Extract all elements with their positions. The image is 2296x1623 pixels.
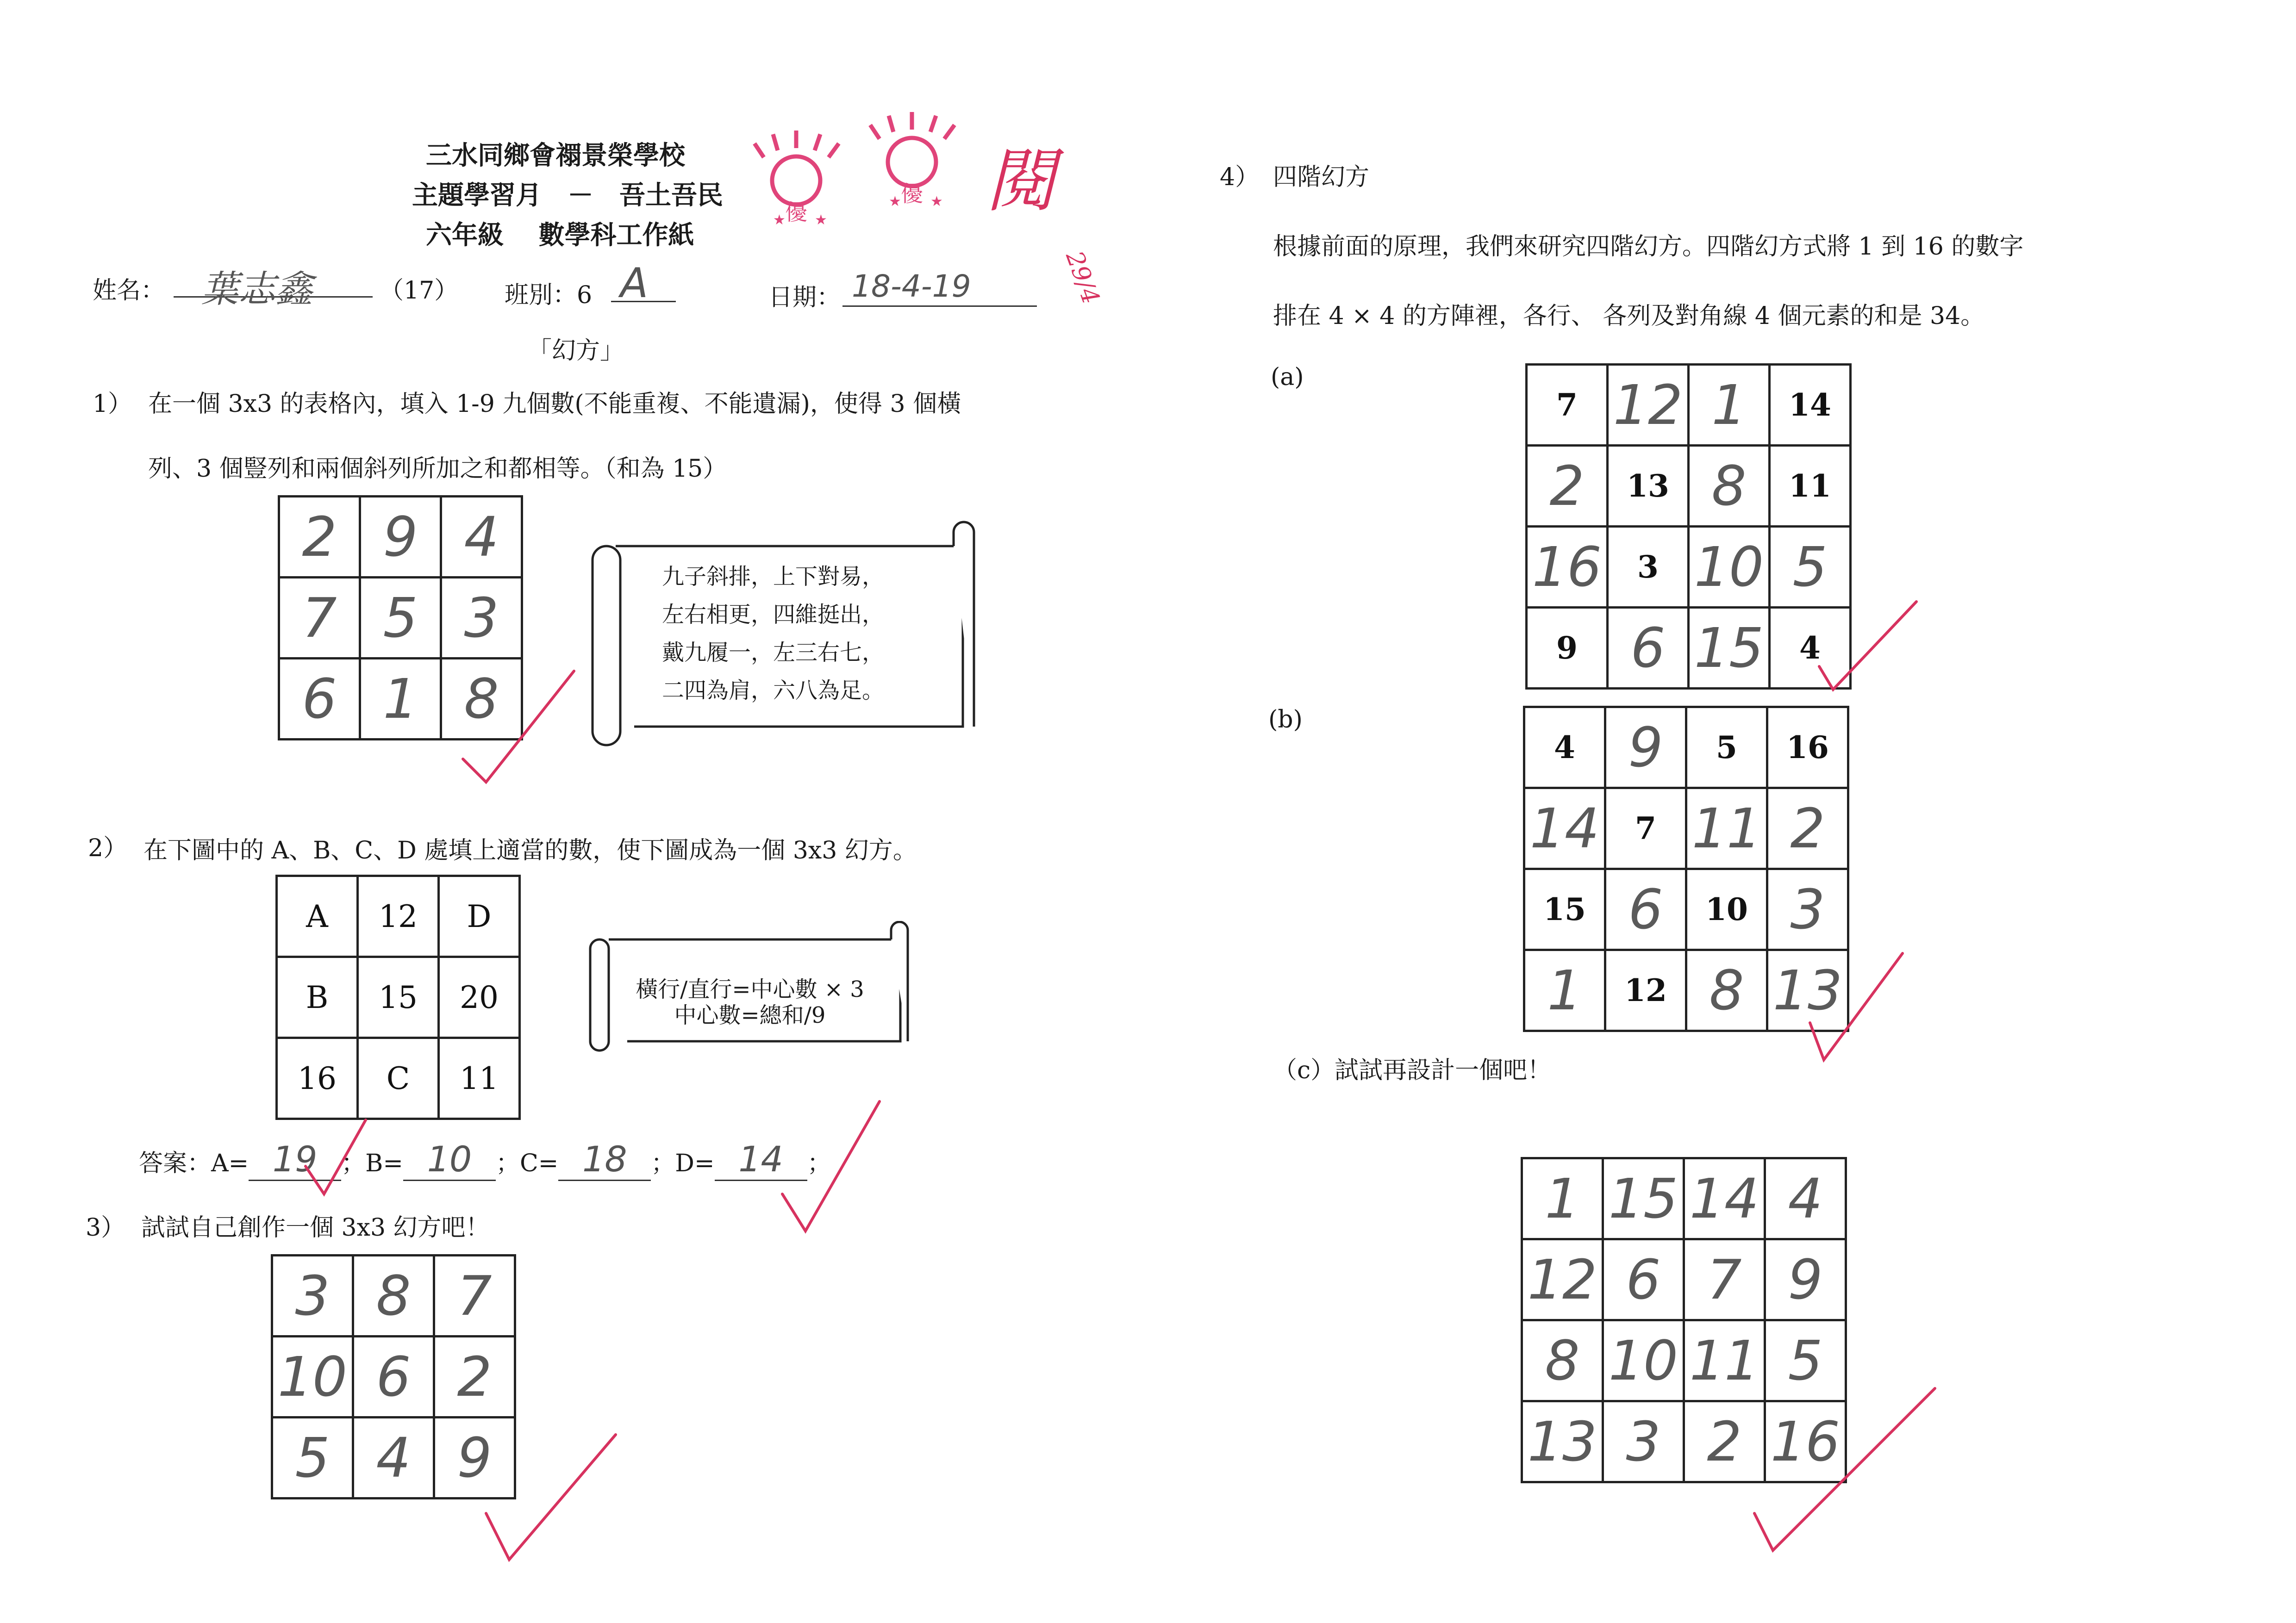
handwritten-cell: 3 [1603, 1401, 1684, 1482]
handwritten-cell: 15 [1603, 1158, 1684, 1239]
svg-text:★: ★ [889, 193, 901, 210]
name-label: 姓名： [93, 277, 165, 305]
answer-end: ； [807, 1150, 831, 1177]
printed-cell: D [439, 876, 520, 957]
svg-text:★: ★ [930, 193, 943, 210]
q2-hint-line: 橫行/直行=中心數 × 3 [636, 976, 864, 1002]
subject-title: 六年級 數學科工作紙 [426, 220, 694, 250]
handwritten-cell: 5 [1770, 527, 1851, 608]
handwritten-cell: 9 [1605, 707, 1686, 788]
handwritten-cell: 8 [1522, 1320, 1603, 1401]
q3-text: 試試自己創作一個 3x3 幻方吧！ [141, 1214, 490, 1242]
printed-cell: 11 [1770, 446, 1851, 527]
class-number: （17） [380, 277, 459, 305]
handwritten-cell: 6 [279, 659, 360, 740]
handwritten-cell: 7 [434, 1256, 515, 1337]
handwritten-cell: 1 [1689, 365, 1770, 446]
handwritten-cell: 3 [272, 1256, 353, 1337]
q1-hint-line: 二四為肩，六八為足。 [662, 678, 885, 703]
school-name: 三水同鄉會禤景榮學校 [426, 141, 685, 171]
printed-cell: 16 [277, 1038, 358, 1119]
answer-a-label: A= [211, 1150, 249, 1177]
handwritten-cell: 1 [1524, 950, 1605, 1031]
q1-text-line1: 在一個 3x3 的表格內，填入 1-9 九個數(不能重複、不能遺漏)，使得 3 個橫 [148, 390, 961, 418]
handwritten-cell: 13 [1767, 950, 1848, 1031]
handwritten-cell: 8 [1689, 446, 1770, 527]
teacher-reviewed-mark: 閱 [986, 141, 1056, 222]
printed-cell: B [277, 957, 358, 1038]
printed-cell: 10 [1686, 869, 1767, 950]
q2-hint-line: 中心數=總和/9 [674, 1002, 826, 1028]
handwritten-cell: 14 [1524, 788, 1605, 869]
handwritten-cell: 12 [1608, 365, 1689, 446]
check-mark-icon [782, 1101, 880, 1231]
q1-text-line2: 列、3 個豎列和兩個斜列所加之和都相等。（和為 15） [148, 455, 727, 483]
svg-text:優: 優 [785, 199, 808, 225]
printed-cell: 20 [439, 957, 520, 1038]
check-mark-icon [486, 1435, 616, 1560]
handwritten-cell: 8 [353, 1256, 434, 1337]
handwritten-cell: 5 [360, 578, 441, 659]
printed-cell: 12 [358, 876, 439, 957]
q4-number: 4） [1220, 163, 1260, 191]
printed-cell: 4 [1524, 707, 1605, 788]
handwritten-cell: 2 [434, 1337, 515, 1418]
handwritten-cell: 9 [1765, 1239, 1846, 1320]
handwritten-cell: 14 [1684, 1158, 1765, 1239]
handwritten-cell: 1 [1522, 1158, 1603, 1239]
handwritten-cell: 5 [272, 1418, 353, 1499]
answer-d-field: 14 [715, 1138, 807, 1181]
printed-cell: 11 [439, 1038, 520, 1119]
answer-label: 答案： [139, 1150, 212, 1177]
svg-text:優: 優 [900, 181, 923, 207]
handwritten-cell: 9 [360, 497, 441, 578]
handwritten-cell: 16 [1527, 527, 1608, 608]
printed-cell: 15 [1524, 869, 1605, 950]
svg-text:★: ★ [815, 212, 827, 228]
handwritten-cell: 7 [279, 578, 360, 659]
handwritten-cell: 11 [1684, 1320, 1765, 1401]
q4-intro-line1: 根據前面的原理，我們來研究四階幻方。四階幻方式將 1 到 16 的數字 [1273, 233, 2024, 261]
check-mark-icon [1754, 1388, 1935, 1550]
printed-cell: 14 [1770, 365, 1851, 446]
teacher-review-date: 29/4 [1060, 247, 1105, 308]
q1-number: 1） [93, 390, 132, 418]
q4c-label: （c）試試再設計一個吧！ [1273, 1057, 1552, 1084]
handwritten-cell: 2 [1767, 788, 1848, 869]
handwritten-cell: 13 [1522, 1401, 1603, 1482]
q1-hint-line: 左右相更，四維挺出， [662, 602, 885, 628]
handwritten-cell: 6 [1603, 1239, 1684, 1320]
theme-title: 主題學習月 － 吾土吾民 [412, 180, 723, 211]
handwritten-cell: 3 [1767, 869, 1848, 950]
handwritten-cell: 2 [1527, 446, 1608, 527]
check-mark-icon [306, 1120, 366, 1194]
q3-number: 3） [86, 1214, 125, 1242]
printed-cell: 13 [1608, 446, 1689, 527]
date-label: 日期： [768, 284, 841, 311]
answer-a-field: 19 [249, 1138, 341, 1181]
handwritten-cell: 2 [279, 497, 360, 578]
handwritten-cell: 10 [1603, 1320, 1684, 1401]
handwritten-cell: 9 [434, 1418, 515, 1499]
q1-hint-line: 戴九履一，左三右七， [662, 640, 885, 665]
handwritten-cell: 3 [441, 578, 522, 659]
printed-cell: 15 [358, 957, 439, 1038]
check-mark-icon [1819, 602, 1916, 690]
printed-cell: 5 [1686, 707, 1767, 788]
handwritten-cell: 6 [1608, 608, 1689, 689]
handwritten-cell: 8 [1686, 950, 1767, 1031]
handwritten-cell: 4 [353, 1418, 434, 1499]
date-value: 18-4-19 [852, 268, 971, 304]
q4-title: 四階幻方 [1273, 163, 1370, 191]
printed-cell: 4 [1770, 608, 1851, 689]
class-label: 班別：6 [505, 281, 593, 309]
answer-c-label: ；C= [495, 1150, 559, 1177]
class-value: A [620, 259, 649, 307]
check-mark-icon [1810, 953, 1903, 1060]
answer-d-label: ；D= [651, 1150, 715, 1177]
handwritten-cell: 11 [1686, 788, 1767, 869]
q4a-label: (a) [1271, 363, 1304, 391]
handwritten-cell: 7 [1684, 1239, 1765, 1320]
q4-intro-line2: 排在 4 × 4 的方陣裡，各行、 各列及對角線 4 個元素的和是 34。 [1273, 302, 1985, 330]
printed-cell: 9 [1527, 608, 1608, 689]
handwritten-cell: 8 [441, 659, 522, 740]
handwritten-cell: 4 [441, 497, 522, 578]
q4b-label: (b) [1268, 706, 1303, 734]
printed-cell: 16 [1767, 707, 1848, 788]
handwritten-cell: 10 [1689, 527, 1770, 608]
q2-number: 2） [88, 834, 128, 862]
svg-text:★: ★ [773, 212, 786, 228]
printed-cell: 12 [1605, 950, 1686, 1031]
check-mark-icon [463, 671, 574, 782]
handwritten-cell: 10 [272, 1337, 353, 1418]
printed-cell: 7 [1527, 365, 1608, 446]
printed-cell: 7 [1605, 788, 1686, 869]
handwritten-cell: 6 [353, 1337, 434, 1418]
handwritten-cell: 6 [1605, 869, 1686, 950]
q1-hint-line: 九子斜排，上下對易， [662, 564, 885, 590]
handwritten-cell: 4 [1765, 1158, 1846, 1239]
handwritten-cell: 5 [1765, 1320, 1846, 1401]
handwritten-cell: 16 [1765, 1401, 1846, 1482]
printed-cell: C [358, 1038, 439, 1119]
name-value: 葉志鑫 [201, 267, 312, 311]
printed-cell: 3 [1608, 527, 1689, 608]
answer-b-field: 10 [403, 1138, 496, 1181]
answer-b-label: ；B= [341, 1150, 403, 1177]
answer-c-field: 18 [558, 1138, 651, 1181]
printed-cell: A [277, 876, 358, 957]
handwritten-cell: 1 [360, 659, 441, 740]
q2-text: 在下圖中的 A、B、C、D 處填上適當的數，使下圖成為一個 3x3 幻方。 [144, 837, 917, 864]
handwritten-cell: 15 [1689, 608, 1770, 689]
handwritten-cell: 2 [1684, 1401, 1765, 1482]
handwritten-cell: 12 [1522, 1239, 1603, 1320]
worksheet-title: 「幻方」 [528, 337, 624, 365]
